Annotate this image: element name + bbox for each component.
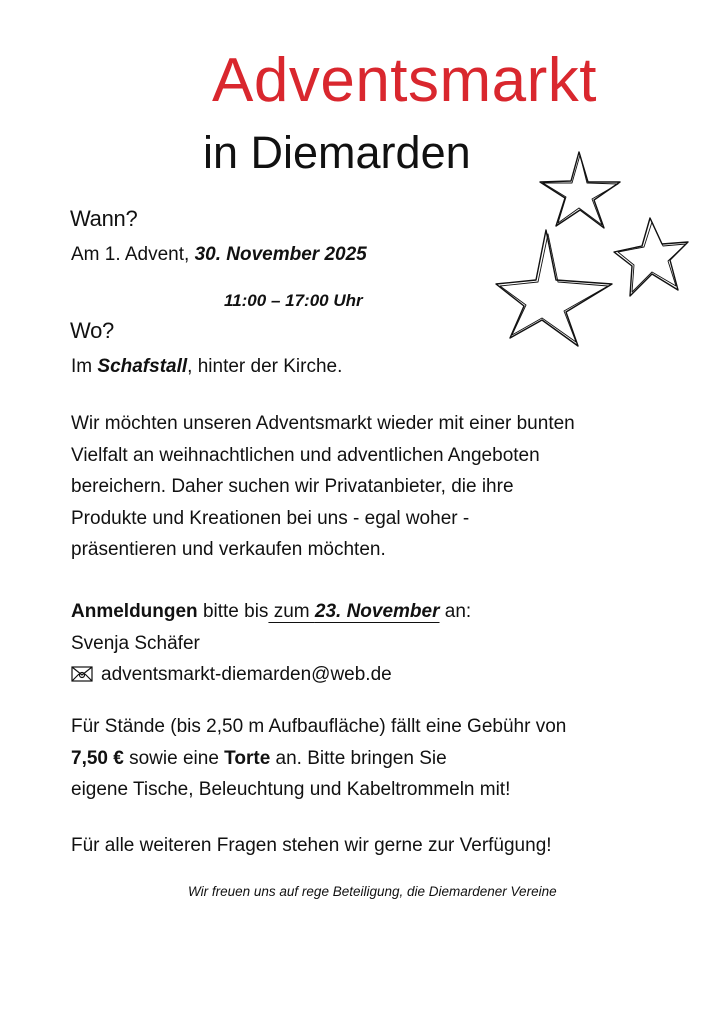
registration-underlined: zum [268, 601, 315, 622]
large-star-icon [496, 230, 612, 346]
intro-line: Wir möchten unseren Adventsmarkt wieder mit einer bunten [71, 413, 575, 434]
fee-cake: Torte [224, 747, 271, 769]
when-line [71, 240, 367, 270]
envelope-icon [71, 666, 93, 682]
where-label: Wo? [70, 318, 114, 343]
right-star-icon [614, 218, 688, 296]
fees-paragraph [71, 711, 566, 806]
registration-deadline: 23. November [314, 601, 440, 622]
event-time: 11:00 – 17:00 Uhr [224, 291, 363, 310]
when-prefix: Am 1. Advent, [71, 244, 195, 265]
hand-drawn-stars-icon [492, 148, 724, 348]
intro-line: präsentieren und verkaufen möchten. [71, 539, 386, 560]
page-title: Adventsmarkt [212, 46, 598, 115]
questions-text: Für alle weiteren Fragen stehen wir gerne zur Verfügung! [71, 835, 552, 856]
event-place: Schafstall [97, 356, 188, 377]
fees-end: an. Bitte bringen Sie [270, 747, 447, 769]
registration-block [71, 596, 471, 691]
intro-line: bereichern. Daher suchen wir Privatanbieter, die ihre [71, 476, 514, 497]
fees-line: Für Stände (bis 2,50 m Aufbaufläche) fällt eine Gebühr von [71, 716, 567, 737]
event-date: 30. November 2025 [194, 244, 367, 265]
footer-signature: Wir freuen uns auf rege Beteiligung, die Diemardener Vereine [188, 884, 557, 899]
fees-line [71, 743, 566, 775]
registration-label: Anmeldungen [71, 601, 198, 622]
registration-end: an: [439, 601, 472, 622]
contact-email[interactable]: adventsmarkt-diemarden@web.de [101, 664, 392, 685]
contact-email-line [71, 659, 471, 691]
fees-mid: sowie eine [123, 747, 225, 769]
where-prefix: Im [71, 356, 98, 377]
where-suffix: , hinter der Kirche. [187, 356, 343, 377]
intro-line: Produkte und Kreationen bei uns - egal woher - [71, 507, 470, 529]
where-line [71, 352, 342, 382]
small-star-icon [540, 152, 620, 228]
intro-line: Vielfalt an weihnachtlichen und adventlichen Angeboten [71, 444, 540, 466]
registration-line [71, 596, 471, 628]
registration-text: bitte bis [197, 601, 269, 622]
page-subtitle: in Diemarden [203, 127, 471, 178]
contact-name: Svenja Schäfer [71, 632, 200, 654]
fee-price: 7,50 € [71, 747, 124, 769]
fees-line: eigene Tische, Beleuchtung und Kabeltrommeln mit! [71, 779, 511, 800]
when-label: Wann? [70, 206, 138, 231]
intro-paragraph [71, 408, 575, 566]
